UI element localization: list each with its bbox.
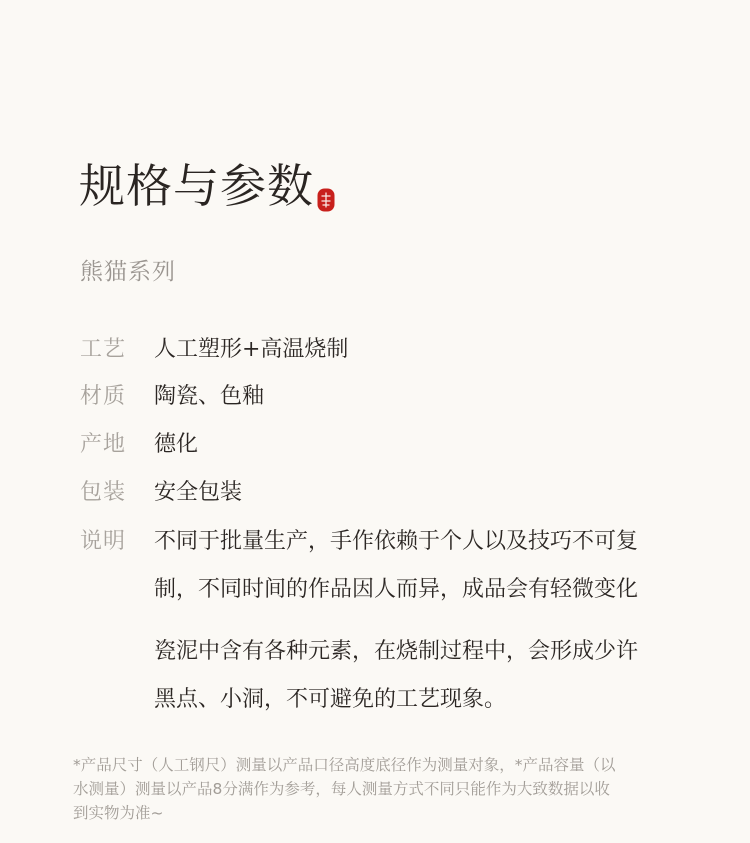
spec-row-origin — [80, 430, 198, 460]
description-paragraph-1 — [154, 518, 694, 614]
footnote-line: 到实物为准~ — [73, 804, 164, 822]
measurement-footnote — [73, 753, 723, 825]
description-line: 瓷泥中含有各种元素，在烧制过程中，会形成少许 — [154, 639, 639, 664]
footnote-line: *产品尺寸（人工钢尺）测量以产品口径高度底径作为测量对象，*产品容量（以 — [73, 756, 616, 774]
description-line: 不同于批量生产，手作依赖于个人以及技巧不可复 — [154, 529, 639, 554]
spec-value: 陶瓷、色釉 — [154, 384, 265, 409]
spec-row-craft — [80, 335, 348, 365]
title-row — [79, 156, 335, 216]
spec-label: 材质 — [80, 384, 127, 409]
description-line: 黑点、小洞，不可避免的工艺现象。 — [154, 687, 507, 712]
spec-row-material — [80, 382, 264, 412]
page-title: 规格与参数 — [79, 159, 314, 213]
spec-row-description — [80, 527, 154, 557]
spec-label: 工艺 — [80, 337, 127, 362]
spec-label: 包装 — [80, 480, 127, 505]
seal-stamp-icon — [317, 188, 335, 212]
footnote-line: 水测量）测量以产品8分满作为参考，每人测量方式不同只能作为大致数据以收 — [73, 780, 610, 798]
spec-label: 产地 — [80, 432, 127, 457]
spec-value: 德化 — [154, 432, 199, 457]
spec-row-packaging — [80, 478, 242, 508]
description-paragraph-2 — [154, 628, 694, 724]
spec-label: 说明 — [80, 529, 127, 554]
description-line: 制，不同时间的作品因人而异，成品会有轻微变化 — [154, 577, 639, 602]
spec-value: 安全包装 — [154, 480, 243, 505]
series-name: 熊猫系列 — [80, 259, 176, 285]
spec-value: 人工塑形+高温烧制 — [154, 337, 349, 362]
